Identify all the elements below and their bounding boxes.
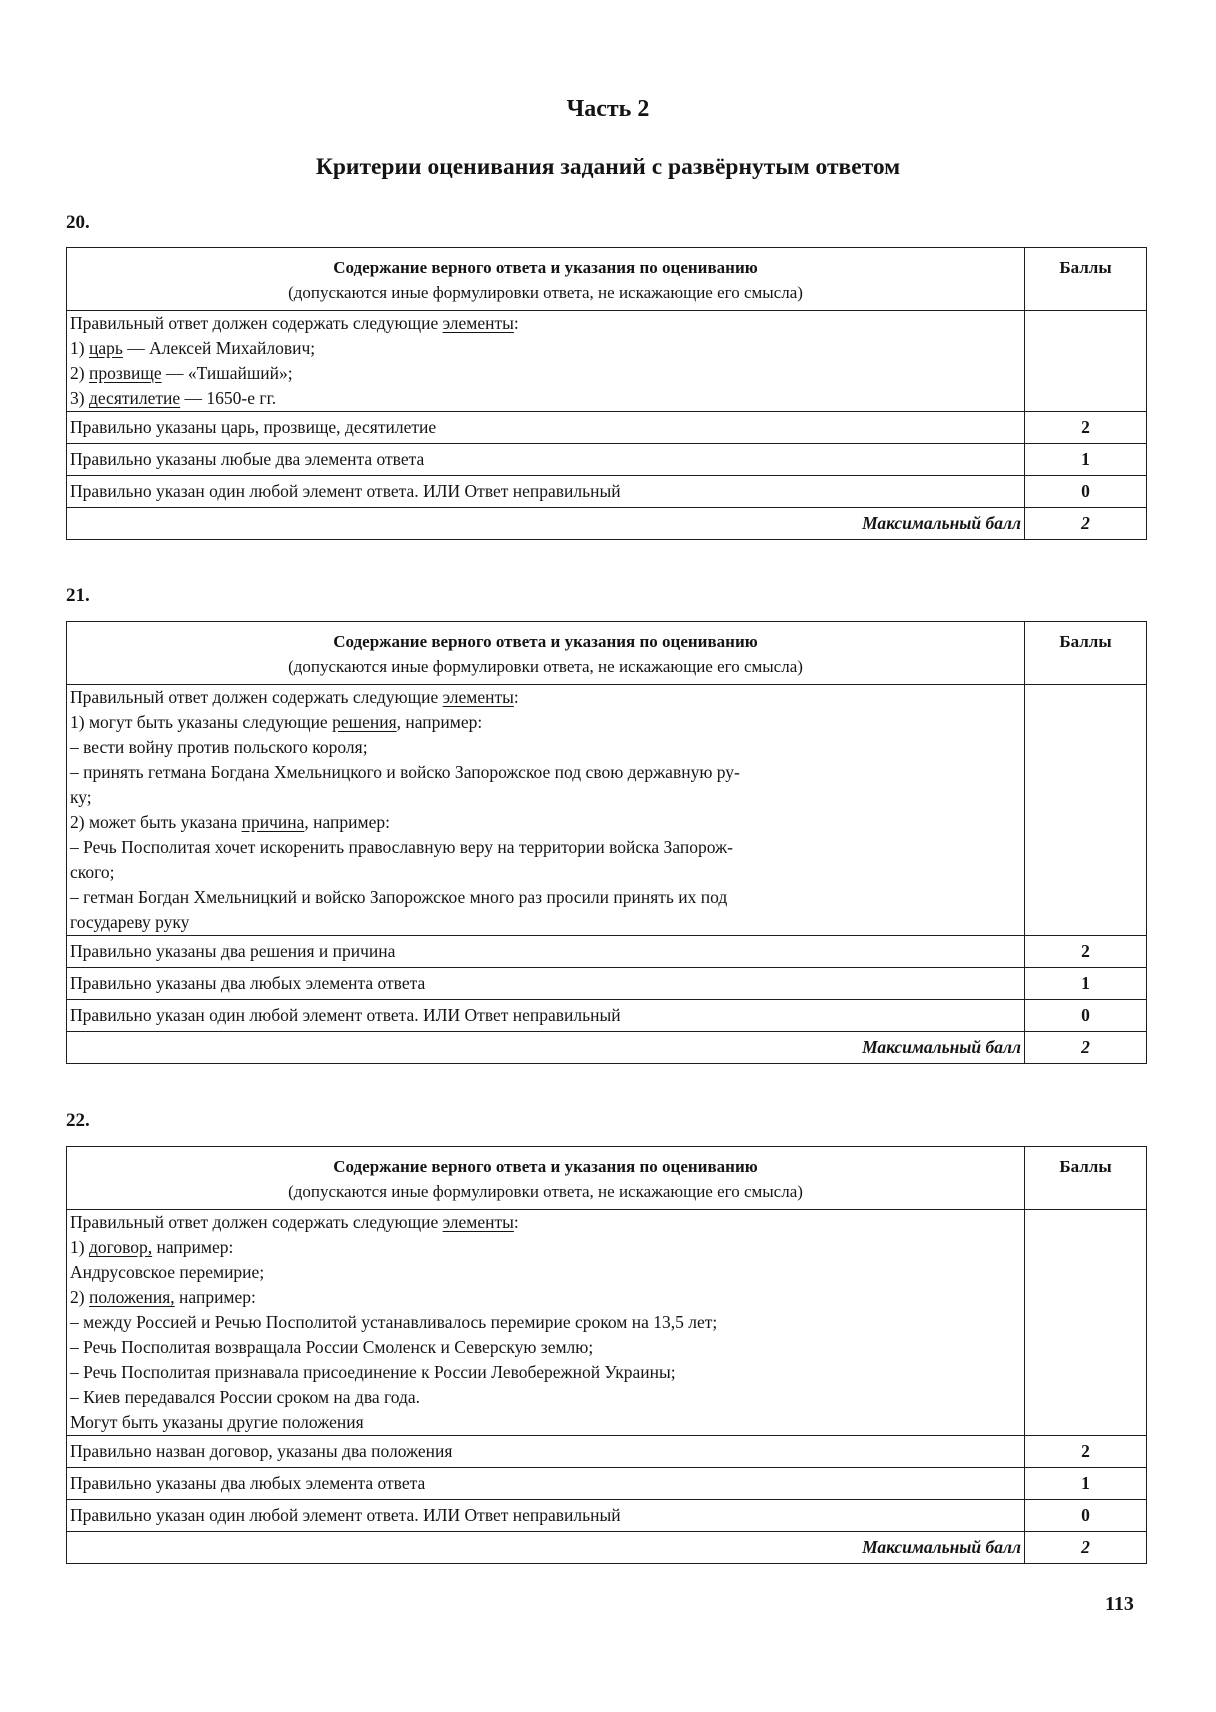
score-column-header: Баллы (1025, 1147, 1147, 1210)
answer-line: 1) могут быть указаны следующие решения, например: (70, 712, 483, 732)
answer-line: – Киев передавался России сроком на два года. (70, 1387, 421, 1407)
content-column-header (67, 248, 1025, 311)
criterion-text: Правильно указан один любой элемент ответа. ИЛИ Ответ неправильный (67, 476, 1025, 508)
answer-content-score-empty (1025, 685, 1147, 936)
content-header-title: Содержание верного ответа и указания по оцениванию (333, 632, 758, 651)
max-score-label: Максимальный балл (67, 508, 1025, 540)
answer-content (67, 1210, 1025, 1436)
score-column-header: Баллы (1025, 622, 1147, 685)
answer-content-row (67, 1210, 1147, 1436)
content-column-header (67, 622, 1025, 685)
criterion-row (67, 1500, 1147, 1532)
answer-line: государеву руку (70, 912, 190, 932)
answer-line: ского; (70, 862, 115, 882)
criteria-table-21 (66, 621, 1147, 1064)
criterion-score: 0 (1025, 476, 1147, 508)
key-term: причина (241, 812, 305, 832)
criterion-row (67, 444, 1147, 476)
criterion-score: 0 (1025, 1500, 1147, 1532)
criterion-score: 2 (1025, 412, 1147, 444)
max-score-value: 2 (1025, 1032, 1147, 1064)
key-term: элементы (442, 687, 514, 707)
answer-line: – вести войну против польского короля; (70, 737, 368, 757)
answer-line: – Речь Посполитая хочет искоренить православную веру на территории войска Запорож- (70, 837, 733, 857)
content-header-subtitle: (допускаются иные формулировки ответа, не искажающие его смысла) (288, 283, 803, 302)
section-label-20: 20. (66, 212, 90, 233)
criterion-row (67, 1468, 1147, 1500)
table-header-row (67, 248, 1147, 311)
criterion-score: 1 (1025, 968, 1147, 1000)
criterion-text: Правильно указаны царь, прозвище, десятилетие (67, 412, 1025, 444)
key-term: решения (332, 712, 397, 732)
answer-line: – гетман Богдан Хмельницкий и войско Запорожское много раз просили принять их под (70, 887, 728, 907)
answer-line: 1) договор, например: (70, 1237, 234, 1257)
answer-line: Правильный ответ должен содержать следующие элементы: (70, 687, 519, 707)
answer-line: Андрусовское перемирие; (70, 1262, 265, 1282)
criterion-row (67, 1436, 1147, 1468)
criterion-text: Правильно указан один любой элемент ответа. ИЛИ Ответ неправильный (67, 1500, 1025, 1532)
criterion-text: Правильно указаны любые два элемента ответа (67, 444, 1025, 476)
answer-line: 1) царь — Алексей Михайлович; (70, 338, 316, 358)
answer-line: – между Россией и Речью Посполитой устанавливалось перемирие сроком на 13,5 лет; (70, 1312, 718, 1332)
answer-line: Могут быть указаны другие положения (70, 1412, 364, 1432)
table-header-row (67, 622, 1147, 685)
document-title: Критерии оценивания заданий с развёрнутым ответом (315, 154, 901, 180)
answer-content (67, 685, 1025, 936)
criterion-score: 2 (1025, 1436, 1147, 1468)
answer-line: Правильный ответ должен содержать следующие элементы: (70, 313, 519, 333)
criteria-table-20 (66, 247, 1147, 540)
content-header-subtitle: (допускаются иные формулировки ответа, не искажающие его смысла) (288, 1182, 803, 1201)
key-term: элементы (442, 1212, 514, 1232)
answer-line: 2) может быть указана причина, например: (70, 812, 390, 832)
answer-line: 2) прозвище — «Тишайший»; (70, 363, 293, 383)
key-term: положения, (88, 1287, 175, 1307)
criterion-row (67, 412, 1147, 444)
criterion-text: Правильно указаны два решения и причина (67, 936, 1025, 968)
max-score-row (67, 1532, 1147, 1564)
key-term: договор, (88, 1237, 153, 1257)
table-header-row (67, 1147, 1147, 1210)
key-term: элементы (442, 313, 514, 333)
criterion-row (67, 968, 1147, 1000)
criterion-row (67, 1000, 1147, 1032)
criterion-text: Правильно указаны два любых элемента ответа (67, 1468, 1025, 1500)
criterion-score: 1 (1025, 444, 1147, 476)
criterion-score: 0 (1025, 1000, 1147, 1032)
criterion-score: 2 (1025, 936, 1147, 968)
max-score-row (67, 1032, 1147, 1064)
content-header-title: Содержание верного ответа и указания по оцениванию (333, 258, 758, 277)
criterion-text: Правильно назван договор, указаны два положения (67, 1436, 1025, 1468)
key-term: царь (88, 338, 123, 358)
criteria-table-22 (66, 1146, 1147, 1564)
key-term: прозвище (88, 363, 162, 383)
content-header-title: Содержание верного ответа и указания по оцениванию (333, 1157, 758, 1176)
content-header-subtitle: (допускаются иные формулировки ответа, не искажающие его смысла) (288, 657, 803, 676)
max-score-label: Максимальный балл (67, 1532, 1025, 1564)
answer-content-score-empty (1025, 311, 1147, 412)
criterion-text: Правильно указан один любой элемент ответа. ИЛИ Ответ неправильный (67, 1000, 1025, 1032)
answer-line: 2) положения, например: (70, 1287, 256, 1307)
max-score-value: 2 (1025, 508, 1147, 540)
answer-line: 3) десятилетие — 1650-е гг. (70, 388, 277, 408)
criterion-score: 1 (1025, 1468, 1147, 1500)
content-column-header (67, 1147, 1025, 1210)
answer-line: – Речь Посполитая возвращала России Смоленск и Северскую землю; (70, 1337, 594, 1357)
score-column-header: Баллы (1025, 248, 1147, 311)
max-score-value: 2 (1025, 1532, 1147, 1564)
part-title: Часть 2 (566, 96, 650, 122)
key-term: десятилетие (88, 388, 181, 408)
answer-line: – принять гетмана Богдана Хмельницкого и войско Запорожское под свою державную ру- (70, 762, 740, 782)
criterion-row (67, 936, 1147, 968)
section-label-21: 21. (66, 585, 90, 606)
criterion-text: Правильно указаны два любых элемента ответа (67, 968, 1025, 1000)
answer-line: – Речь Посполитая признавала присоединение к России Левобережной Украины; (70, 1362, 676, 1382)
max-score-label: Максимальный балл (67, 1032, 1025, 1064)
answer-content (67, 311, 1025, 412)
max-score-row (67, 508, 1147, 540)
page-number: 113 (1105, 1593, 1134, 1615)
answer-content-row (67, 311, 1147, 412)
answer-content-row (67, 685, 1147, 936)
section-label-22: 22. (66, 1110, 90, 1131)
answer-content-score-empty (1025, 1210, 1147, 1436)
answer-line: Правильный ответ должен содержать следующие элементы: (70, 1212, 519, 1232)
answer-line: ку; (70, 787, 92, 807)
criterion-row (67, 476, 1147, 508)
